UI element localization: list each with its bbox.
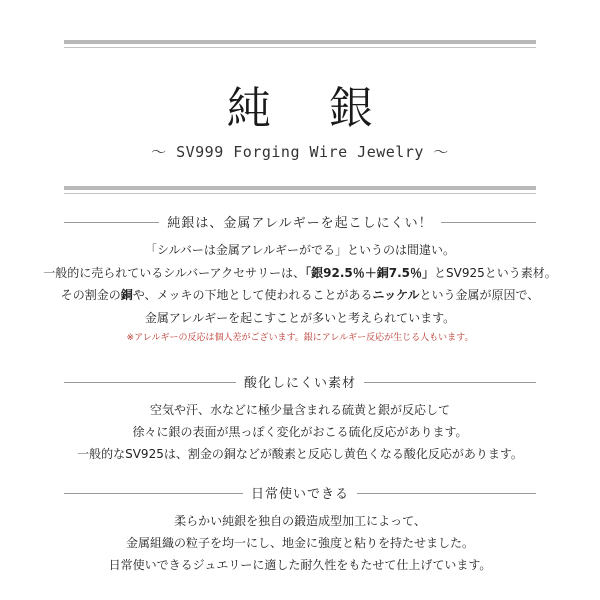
body-line: 空気や汗、水などに極少量含まれる硫黄と銀が反応して (149, 403, 450, 417)
body-line (0, 284, 600, 307)
divider-thick (64, 186, 536, 190)
section-heading-label: 純銀は、金属アレルギーを起こしにくい！ (159, 216, 440, 231)
section-heading (0, 482, 600, 504)
body-line (0, 262, 600, 285)
middle-divider-band (64, 186, 536, 194)
body-line: 徐々に銀の表面が黒っぽく変化がおこる硫化反応があります。 (132, 425, 468, 439)
text-segment: 一般的に売られているシルバーアクセサリーは、 (43, 265, 306, 280)
allergy-note: ※アレルギーの反応は個人差がございます。銀にアレルギー反応が生じる人もいます。 (126, 333, 474, 343)
body-line: 一般的なSV925は、割金の銅などが酸素と反応し黄色くなる酸化反応があります。 (77, 447, 523, 461)
section-heading (0, 371, 600, 393)
text-segment: その割金の (60, 288, 121, 302)
divider-thick (64, 40, 536, 44)
page-title: 純 銀 (227, 83, 395, 134)
body-line: 柔らかい純銀を独自の鍛造成型加工によって、 (174, 514, 426, 528)
top-divider-band (64, 40, 536, 48)
divider-thin (64, 47, 536, 48)
text-segment: とSV925という素材。 (434, 265, 557, 280)
divider-thin (64, 193, 536, 194)
text-segment: や、メッキの下地として使われることがある (132, 288, 373, 302)
highlight-nickel: ニッケル (372, 288, 420, 302)
section-daily-use (0, 482, 600, 576)
body-line: 金属アレルギーを起こすことが多いと考えられています。 (144, 310, 456, 325)
body-line: 金属組織の粒子を均一にし、地金に強度と粘りを持たせました。 (125, 536, 474, 550)
highlight-alloy: 「銀92.5％＋銅7.5％」 (305, 265, 435, 280)
section-oxidation (0, 371, 600, 465)
page-subtitle: 〜 SV999 Forging Wire Jewelry 〜 (151, 143, 449, 161)
section-heading-label: 日常使いできる (243, 487, 357, 502)
section-allergy (0, 211, 600, 347)
body-line: 日常使いできるジュエリーに適した耐久性をもたせて仕上げています。 (108, 558, 492, 572)
section-heading-label: 酸化しにくい素材 (236, 376, 364, 391)
section-heading (0, 211, 600, 233)
highlight-copper: 銅 (120, 288, 133, 302)
body-line: 「シルバーは金属アレルギーがでる」というのは間違い。 (144, 243, 456, 257)
text-segment: という金属が原因で、 (419, 288, 540, 302)
